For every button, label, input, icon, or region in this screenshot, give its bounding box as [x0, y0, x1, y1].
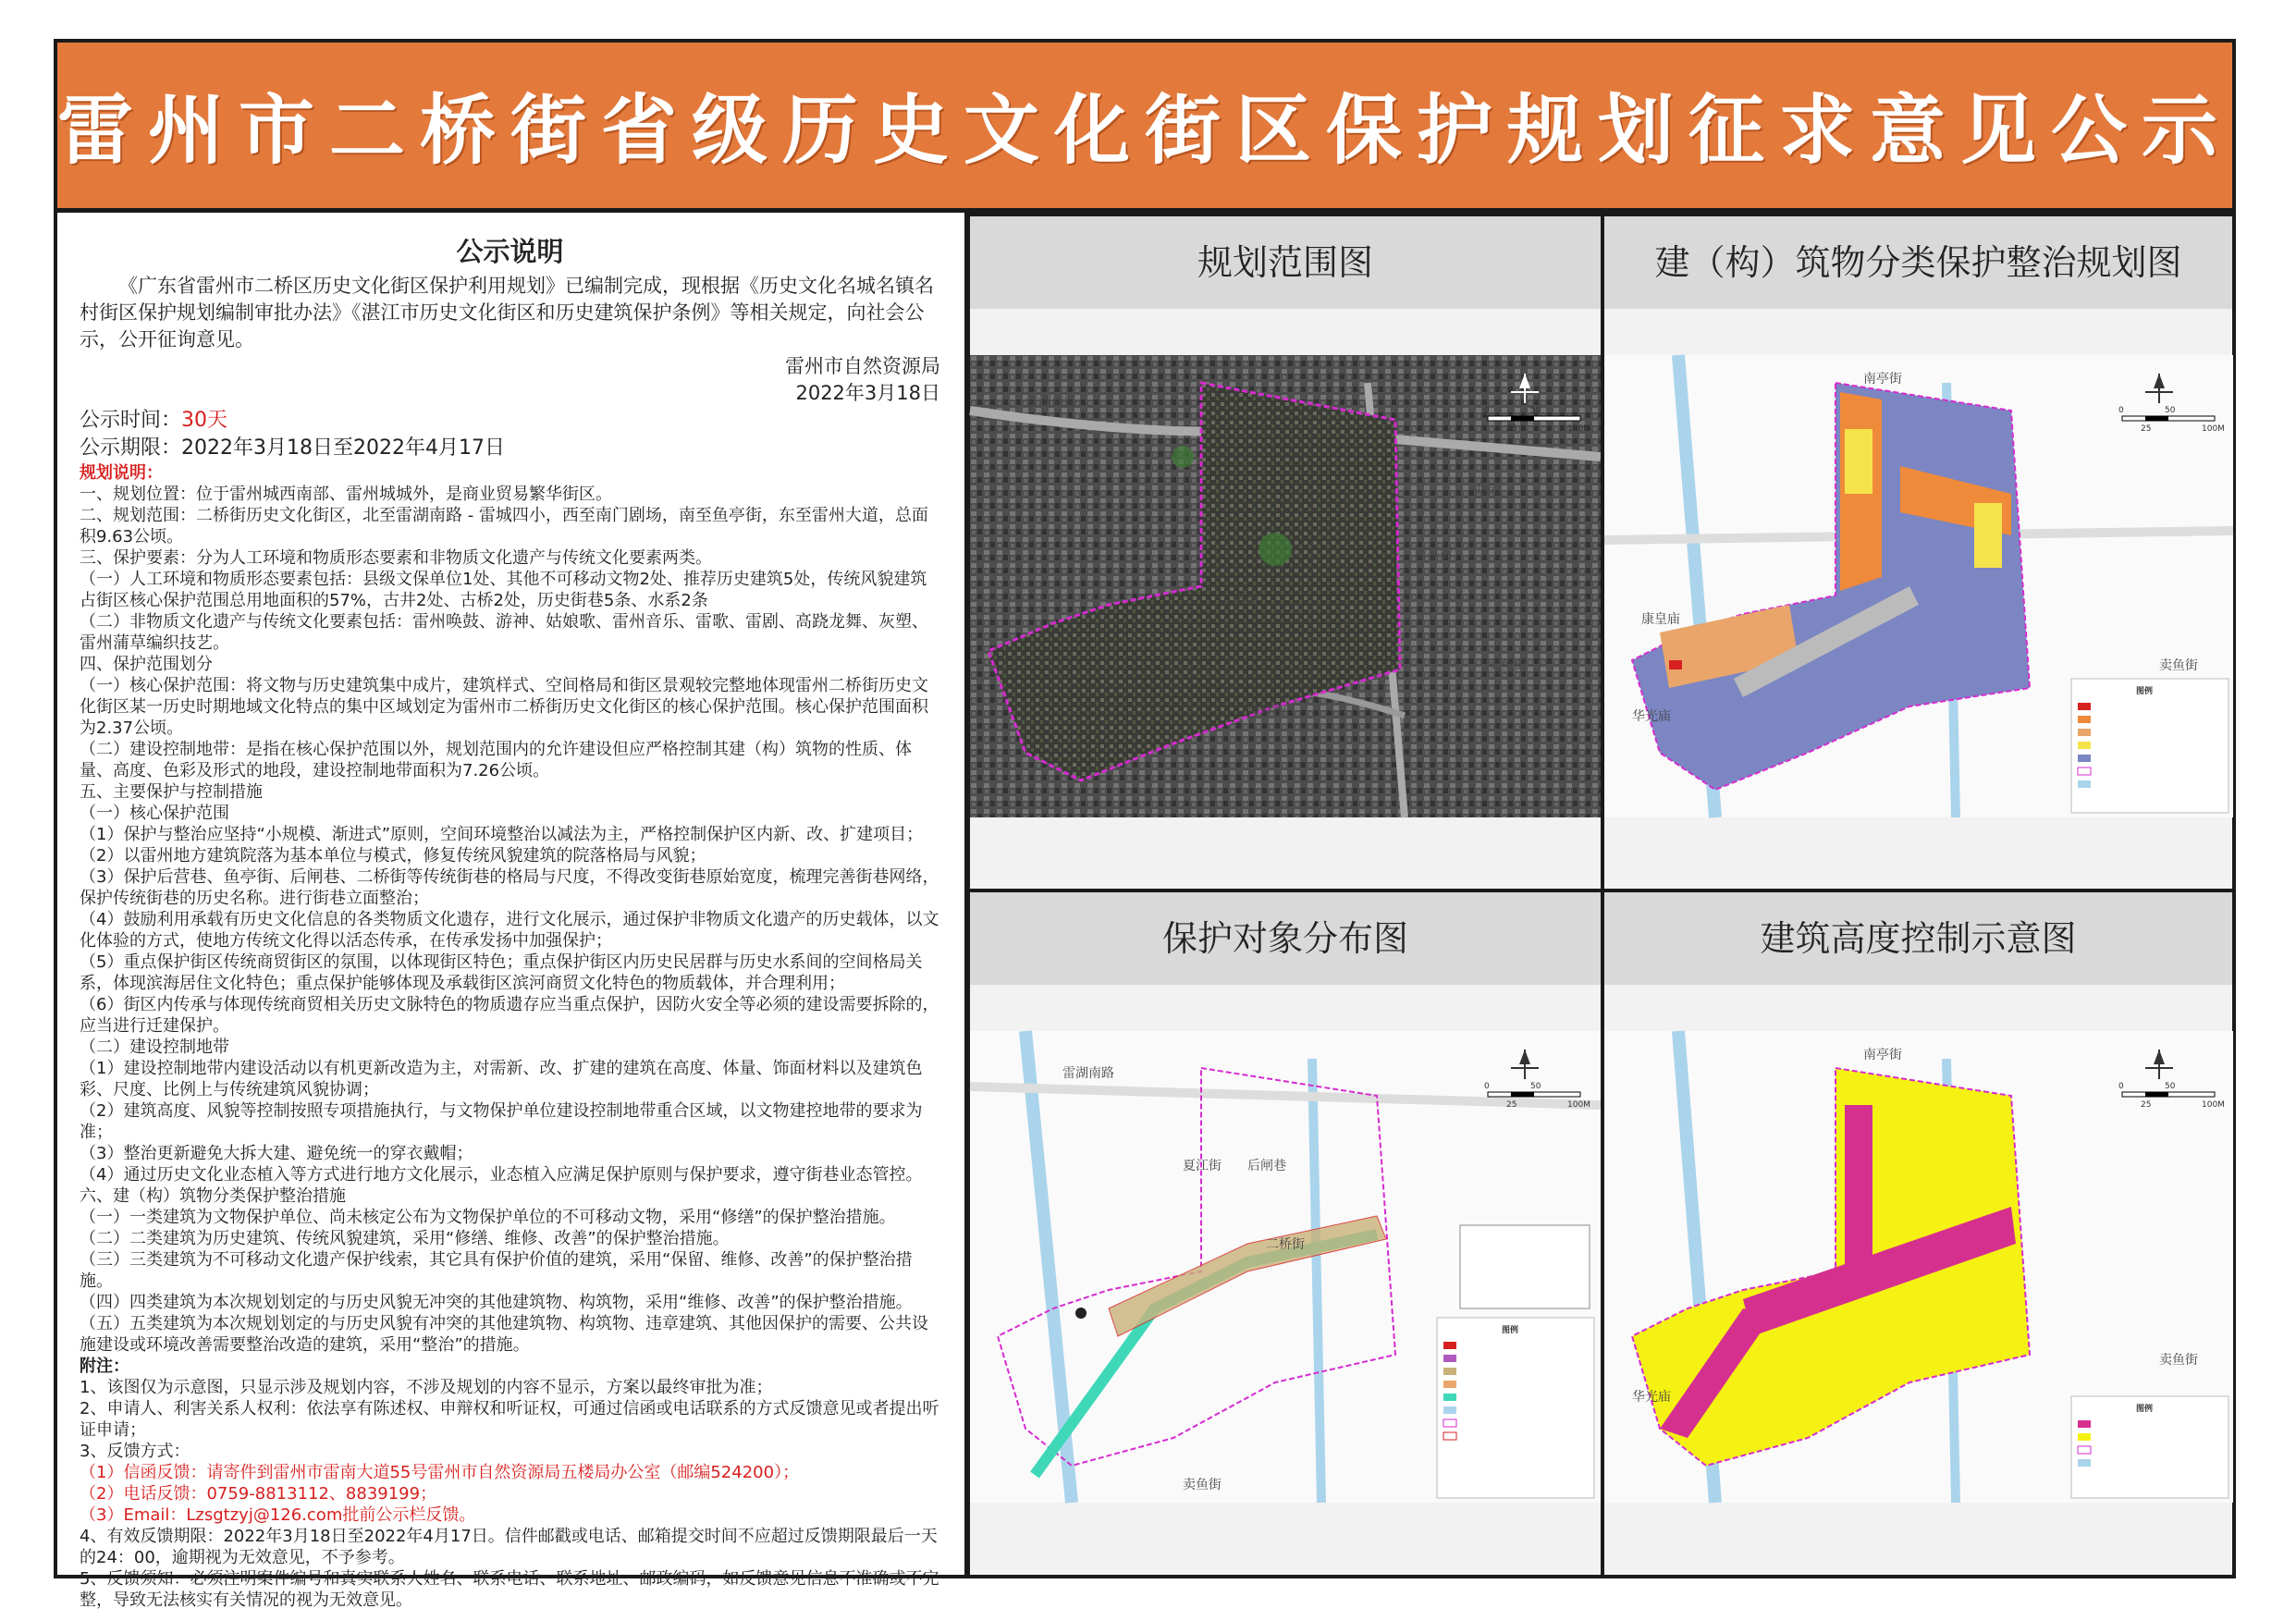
notice-line: 5、反馈须知：必须注明案件编号和真实联系人姓名、联系电话、联系地址、邮政编码，如反馈意见信息不准确或不完整，导致无法核实有关情况的视为无效意见。	[80, 1569, 939, 1610]
scale-tick: 25	[1506, 1100, 1517, 1110]
notice-line: （4）通过历史文化业态植入等方式进行地方文化展示，业态植入应满足保护原则与保护要求，遵守街巷业态管控。	[80, 1165, 923, 1185]
legend-title: 图例	[2136, 687, 2154, 696]
green-patch	[1259, 533, 1292, 566]
planning-scope-map	[970, 355, 1601, 817]
notice-line: 1、该图仅为示意图，只显示涉及规划内容，不涉及规划的内容不显示，方案以最终审批为准；	[80, 1378, 773, 1397]
height-zone-high	[1845, 1105, 1872, 1281]
notice-line: （三）三类建筑为不可移动文化遗产保护线索，其它具有保护价值的建筑，采用“保留、维修、改善”的保护整治措施。	[80, 1250, 913, 1291]
scale-tick: 100M	[1567, 1100, 1590, 1110]
label-road: 华光庙	[1632, 1390, 1671, 1405]
panel-building-classification	[1601, 213, 2236, 892]
notice-title: 公示说明	[456, 236, 564, 267]
notice-line: （6）街区内传承与体现传统商贸相关历史文脉特色的物质遗存应当重点保护，因防火安全等必须的建设需要拆除的，应当进行迁建保护。	[80, 995, 939, 1036]
notice-line: 4、有效反馈期限：2022年3月18日至2022年4月17日。信件邮戳或电话、邮箱提交时间不应超过反馈期限最后一天的24：00，逾期视为无效意见，不予参考。	[80, 1527, 938, 1567]
scale-tick: 50	[2165, 1082, 2176, 1091]
time-value: 30天	[181, 409, 228, 432]
notice-line: 规划说明：	[80, 463, 163, 483]
label-road: 曲街	[1474, 483, 1500, 497]
notice-line: （4）鼓励利用承载有历史文化信息的各类物质文化遗存，进行文化展示，通过保护非物质文化遗产的历史载体，以文化体验的方式，使地方传统文化得以活态传承，在传承发扬中加强保护；	[80, 910, 939, 951]
height-control-map	[1604, 1031, 2233, 1503]
label-road: 卖鱼街	[2159, 658, 2198, 673]
notice-line: 3、反馈方式：	[80, 1442, 190, 1461]
class-block	[1974, 503, 2002, 568]
notice-line: （一）人工环境和物质形态要素包括：县级文保单位1处、其他不可移动文物2处、推荐历史建筑5处，传统风貌建筑占街区核心保护范围总用地面积的57%，古井2处、古桥2处，历史街巷5条、水系2条	[80, 570, 927, 610]
scale-tick: 0	[1484, 1082, 1490, 1091]
notice-body	[80, 462, 940, 1611]
time-label: 公示时间：	[80, 409, 182, 432]
panel-title: 建筑高度控制示意图	[1604, 892, 2232, 985]
label-road: 二桥街	[1266, 1237, 1305, 1252]
green-patch	[1172, 446, 1194, 468]
notice-line: （1）建设控制地带内建设活动以有机更新改造为主，对需新、改、扩建的建筑在高度、体量、饰面材料以及建筑色彩、尺度、比例上与传统建筑风貌协调；	[80, 1059, 923, 1099]
legend-title: 图例	[2136, 1405, 2154, 1414]
notice-date: 2022年3月18日	[795, 382, 940, 404]
legend	[2071, 1396, 2228, 1498]
notice-panel	[57, 213, 968, 1610]
notice-line: （2）以雷州地方建筑院落为基本单位与模式，修复传统风貌建筑的院落格局与风貌；	[80, 846, 706, 866]
object-table	[1460, 1225, 1590, 1308]
scale-tick: 100M	[2202, 1100, 2225, 1110]
label-road: 后闸巷	[1247, 1159, 1286, 1173]
scale-tick: 0	[1484, 406, 1490, 415]
scale-tick: 0	[2118, 1082, 2124, 1091]
scale-tick: 0	[2118, 406, 2124, 415]
notice-line: （1）信函反馈：请寄件到雷州市雷南大道55号雷州市自然资源局五楼局办公室（邮编524200）；	[80, 1463, 800, 1482]
notice-line: （2）建筑高度、风貌等控制按照专项措施执行，与文物保护单位建设控制地带重合区域，以文物建控地带的要求为准；	[80, 1101, 923, 1142]
label-road: 鱼亭街	[1247, 705, 1286, 719]
panel-planning-scope	[966, 213, 1604, 892]
notice-line: 五、主要保护与控制措施	[80, 782, 263, 802]
notice-line: 四、保护范围划分	[80, 655, 213, 674]
poster-header	[57, 43, 2232, 213]
panel-protection-objects	[966, 889, 1604, 1578]
period-value: 2022年3月18日至2022年4月17日	[181, 436, 505, 460]
building-classification-map	[1604, 355, 2233, 817]
notice-line: （二）二类建筑为历史建筑、传统风貌建筑，采用“修缮、维修、改善”的保护整治措施。	[80, 1229, 730, 1248]
notice-intro: 《广东省雷州市二桥区历史文化街区保护利用规划》已编制完成，现根据《历史文化名城名镇名村街区保护规划编制审批办法》《湛江市历史文化街区和历史建筑保护条例》等相关规定，向社会公示，公开征询意见。	[80, 275, 934, 350]
notice-line: （3）Email：Lzsgtzyj@126.com批前公示栏反馈。	[80, 1505, 476, 1525]
scale-tick: 100M	[1567, 424, 1590, 434]
poster-title: 雷州市二桥街省级历史文化街区保护规划征求意见公示	[57, 86, 2233, 175]
notice-line: （一）核心保护范围	[80, 804, 229, 823]
notice-line: （五）五类建筑为本次规划划定的与历史风貌有冲突的其他建筑物、构筑物、违章建筑、其他因保护的需要、公共设施建设或环境改善需要整治改造的建筑，采用“整治”的措施。	[80, 1314, 928, 1355]
panel-title: 建（构）筑物分类保护整治规划图	[1604, 216, 2232, 309]
notice-line: （2）电话反馈：0759-8813112、8839199；	[80, 1484, 437, 1504]
notice-line: （3）保护后营巷、鱼亭街、后闸巷、二桥街等传统街巷的格局与尺度，不得改变街巷原始宽度，梳理完善街巷网络，保护传统街巷的历史名称。进行街巷立面整治；	[80, 867, 939, 908]
legend	[1437, 1318, 1594, 1498]
panel-height-control	[1601, 889, 2236, 1578]
panel-title: 保护对象分布图	[970, 892, 1601, 985]
notice-line: （四）四类建筑为本次规划划定的与历史风貌无冲突的其他建筑物、构筑物，采用“维修、改善”的保护整治措施。	[80, 1293, 913, 1312]
notice-period	[80, 435, 940, 462]
notice-line: （二）建设控制地带	[80, 1038, 229, 1057]
label-road: 南亭街	[1863, 372, 1902, 387]
scale-tick: 50	[1530, 1082, 1541, 1091]
heritage-point	[1075, 1308, 1087, 1319]
notice-line: 2、申请人、利害关系人权利：依法享有陈述权、申辩权和听证权，可通过信函或电话联系的方式反馈意见或者提出听证申请；	[80, 1399, 939, 1440]
label-road: 雷湖南路	[1025, 395, 1077, 410]
notice-line: （一）核心保护范围：将文物与历史建筑集中成片，建筑样式、空间格局和街区景观较完整地体现雷州二桥街历史文化街区某一历史时期地域文化特点的集中区域划定为雷州市二桥街历史文化街区的核心保护范围。核心保护范围面积为2.37公顷。	[80, 676, 928, 738]
class-block	[1845, 429, 1872, 494]
label-road: 雷湖南路	[1062, 1066, 1114, 1081]
label-road: 夏江街	[1183, 1159, 1222, 1173]
scale-tick: 100M	[2202, 424, 2225, 434]
scale-tick: 50	[1530, 406, 1541, 415]
notice-line: 三、保护要素：分为人工环境和物质形态要素和非物质文化遗产与传统文化要素两类。	[80, 548, 712, 568]
notice-line: 二、规划范围：二桥街历史文化街区，北至雷湖南路 - 雷城四小，西至南门剧场，南至鱼亭街，东至雷州大道，总面积9.63公顷。	[80, 506, 928, 546]
notice-time	[80, 407, 940, 435]
notice-line: 六、建（构）筑物分类保护整治措施	[80, 1186, 346, 1206]
scale-tick: 25	[2141, 424, 2152, 434]
label-road: 南亭街	[1414, 547, 1453, 562]
notice-line: （一）一类建筑为文物保护单位、尚未核定公布为文物保护单位的不可移动文物，采用“修缮”的保护整治措施。	[80, 1208, 896, 1227]
notice-line: （二）建设控制地带：是指在核心保护范围以外，规划范围内的允许建设但应严格控制其建（构）筑物的性质、体量、高度、色彩及形式的地段，建设控制地带面积为7.26公顷。	[80, 740, 912, 780]
protection-objects-map	[970, 1031, 1601, 1503]
label-road: 康皇庙	[1641, 612, 1680, 627]
notice-org: 雷州市自然资源局	[785, 355, 940, 377]
notice-line: 一、规划位置：位于雷州城西南部、雷州城城外，是商业贸易繁华街区。	[80, 485, 612, 504]
notice-line: （二）非物质文化遗产与传统文化要素包括：雷州唤鼓、游神、姑娘歌、雷州音乐、雷歌、雷剧、高跷龙舞、灰塑、雷州蒲草编织技艺。	[80, 612, 928, 653]
panel-title: 规划范围图	[970, 216, 1601, 309]
notice-line: （1）保护与整治应坚持“小规模、渐进式”原则，空间环境整治以减法为主，严格控制保护区内新、改、扩建项目；	[80, 825, 924, 844]
label-road: 华光庙	[1632, 709, 1671, 724]
label-road: 卖鱼街	[1183, 1478, 1222, 1492]
legend-title: 图例	[1502, 1326, 1519, 1335]
label-road: 南亭街	[1863, 1048, 1902, 1062]
legend	[2071, 679, 2228, 813]
notice-line: 附注：	[80, 1357, 129, 1376]
period-label: 公示期限：	[80, 436, 182, 460]
notice-line: （3）整治更新避免大拆大建、避免统一的穿衣戴帽；	[80, 1144, 473, 1163]
label-road: 卖鱼街	[2159, 1353, 2198, 1368]
notice-line: （5）重点保护街区传统商贸街区的氛围，以体现街区特色；重点保护街区内历史民居群与历史水系间的空间格局关系，体现滨海居住文化特色；重点保护能够体现及承载街区滨河商贸文化特色的物质载体，并合理利用；	[80, 952, 923, 993]
class-block	[1669, 660, 1682, 669]
scale-tick: 50	[2165, 406, 2176, 415]
label-road: 二桥街	[1220, 594, 1259, 608]
label-road: 卖鱼街	[1488, 658, 1527, 673]
scale-tick: 25	[1506, 424, 1517, 434]
scale-tick: 25	[2141, 1100, 2152, 1110]
